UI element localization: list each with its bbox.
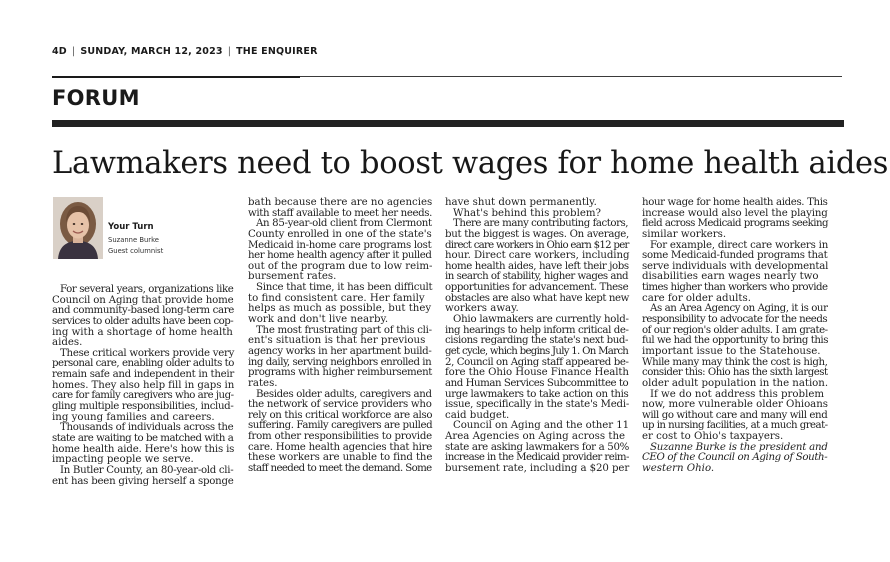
article-text-line: These critical workers provide very	[60, 347, 235, 359]
article-text-line: older adult population in the nation.	[642, 377, 829, 389]
article-text-line: Besides older adults, caregivers and	[256, 388, 432, 400]
article-text-line: staff needed to meet the demand. Some	[248, 463, 432, 475]
article-text-line: out of the program due to low reim-	[248, 260, 433, 272]
article-text-line: An 85-year-old client from Clermont	[256, 218, 432, 230]
article-text-line: care. Home health agencies that hire	[248, 441, 433, 453]
article-text-line: programs with higher reimbursement	[248, 367, 433, 379]
article-text-line: her home health agency after it pulled	[248, 250, 432, 262]
article-text-line: For example, direct care workers in	[650, 239, 829, 251]
article-text-line: Ohio lawmakers are currently hold-	[453, 314, 629, 326]
article-text-line: ent has been giving herself a sponge	[52, 475, 234, 487]
article-text-line: ing with a shortage of home health	[52, 326, 233, 338]
author-bio-line: western Ohio.	[642, 463, 715, 475]
article-text-line: As an Area Agency on Aging, it is our	[650, 303, 828, 315]
article-text-line: responsibility to advocate for the needs	[642, 314, 828, 326]
article-text-line: state are asking lawmakers for a 50%	[445, 441, 629, 453]
article-text-line: Council on Aging that provide home	[52, 294, 234, 306]
article-text-line: to find consistent care. Her family	[248, 292, 425, 304]
article-text-line: There are many contributing factors,	[453, 218, 629, 230]
article-text-line: urge lawmakers to take action on this	[445, 388, 629, 400]
article-text-line: agency works in her apartment build-	[248, 345, 432, 357]
article-text-line: er cost to Ohio's taxpayers.	[642, 431, 784, 443]
article-text-line: bath because there are no agencies	[248, 197, 433, 208]
article-text-line: personal care, enabling older adults to	[52, 358, 234, 370]
article-column-3	[445, 198, 629, 475]
article-text-line: Thousands of individuals across the	[60, 422, 234, 434]
article-text-line: work and don't live nearby.	[248, 314, 389, 326]
article-text-line: get cycle, which begins July 1. On March	[445, 345, 629, 357]
article-text-line: remain safe and independent in their	[52, 369, 234, 381]
article-text-line: and community-based long-term care	[52, 305, 234, 317]
article-text-line: times higher than workers who provide	[642, 282, 828, 294]
section-title: FORUM	[52, 86, 140, 110]
article-text-line: in search of stability, higher wages and	[445, 271, 629, 283]
article-text-line: ful we had the opportunity to bring this	[642, 335, 828, 347]
article-text-line: care for older adults.	[642, 292, 751, 304]
article-text-line: ent's situation is that her previous	[248, 335, 426, 347]
section-rule	[52, 120, 844, 127]
article-headline: Lawmakers need to boost wages for home health aides	[52, 146, 889, 181]
article-text-line: helps as much as possible, but they	[248, 303, 432, 315]
byline-kicker: Your Turn	[108, 222, 154, 232]
article-text-line: caid budget.	[445, 409, 510, 421]
article-text-line: What's behind this problem?	[453, 207, 601, 219]
publication-name: THE ENQUIRER	[236, 46, 318, 57]
article-text-line: important issue to the Statehouse.	[642, 345, 821, 357]
article-text-line: hour wage for home health aides. This	[642, 197, 828, 208]
article-text-line: Medicaid in-home care programs lost	[248, 239, 432, 251]
article-text-line: increase in the Medicaid provider reim-	[445, 452, 629, 464]
article-text-line: services to older adults have been cop-	[52, 315, 234, 327]
article-text-line: have shut down permanently.	[445, 197, 597, 208]
article-text-line: 2, Council on Aging staff appeared be-	[445, 356, 629, 368]
author-portrait-image	[53, 197, 103, 259]
page-number: 4D	[52, 46, 67, 57]
article-text-line: the network of service providers who	[248, 399, 432, 411]
article-text-line: Area Agencies on Aging across the	[445, 431, 626, 443]
article-text-line: opportunities for advancement. These	[445, 282, 629, 294]
article-text-line: Council on Aging and the other 11	[453, 420, 630, 432]
article-text-line: and Human Services Subcommittee to	[445, 377, 629, 389]
article-text-line: ing young families and careers.	[52, 411, 215, 423]
article-text-line: fore the Ohio House Finance Health	[445, 367, 629, 379]
article-text-line: these workers are unable to find the	[248, 452, 433, 464]
article-text-line: of our region's older adults. I am grate-	[642, 324, 828, 336]
article-text-line: disabilities earn wages nearly two	[642, 271, 819, 283]
article-text-line: impacting people we serve.	[52, 454, 194, 466]
byline-author: Suzanne Burke	[108, 236, 159, 244]
article-text-line: up in nursing facilities, at a much great-	[642, 420, 828, 432]
article-text-line: bursement rates.	[248, 271, 337, 283]
article-text-line: workers away.	[445, 303, 519, 315]
article-text-line: bursement rate, including a $20 per	[445, 463, 630, 475]
article-column-2	[248, 198, 432, 475]
article-text-line: increase would also level the playing	[642, 207, 828, 219]
article-text-line: some Medicaid-funded programs that	[642, 250, 828, 262]
article-text-line: from other responsibilities to provide	[248, 431, 432, 443]
article-text-line: issue, specifically in the state's Medi-	[445, 399, 630, 411]
author-photo	[53, 197, 103, 259]
article-text-line: serve individuals with developmental	[642, 260, 829, 272]
author-bio-line: Suzanne Burke is the president and	[650, 441, 828, 453]
article-text-line: aides.	[52, 337, 83, 349]
article-text-line: care for family caregivers who are jug-	[52, 390, 234, 402]
header-accent-rule	[52, 76, 300, 78]
article-text-line: For several years, organizations like	[60, 284, 234, 295]
article-text-line: home health aides, have left their jobs	[445, 260, 629, 272]
article-text-line: consider this: Ohio has the sixth largest	[642, 367, 828, 379]
article-text-line: The most frustrating part of this cli-	[256, 324, 432, 336]
article-text-line: County enrolled in one of the state's	[248, 228, 432, 240]
article-text-line: obstacles are also what have kept new	[445, 292, 629, 304]
article-text-line: ing daily, serving neighbors enrolled in	[248, 356, 432, 368]
article-text-line: Since that time, it has been difficult	[256, 282, 433, 294]
article-text-line: with staff available to meet her needs.	[248, 207, 433, 219]
article-text-line: cisions regarding the state's next bud-	[445, 335, 629, 347]
article-column-1	[52, 285, 234, 487]
article-text-line: field across Medicaid programs seeking	[642, 218, 828, 230]
article-text-line: In Butler County, an 80-year-old cli-	[60, 464, 234, 476]
article-text-line: gling multiple responsibilities, includ-	[52, 401, 234, 413]
article-text-line: hour. Direct care workers, including	[445, 250, 630, 262]
article-text-line: ing hearings to help inform critical de-	[445, 324, 629, 336]
article-text-line: now, more vulnerable older Ohioans	[642, 399, 828, 411]
article-text-line: homes. They also help fill in gaps in	[52, 379, 235, 391]
article-text-line: home health aide. Here's how this is	[52, 443, 235, 455]
page-folio: 4D | SUNDAY, MARCH 12, 2023 | THE ENQUIRER	[52, 46, 318, 57]
byline-role: Guest columnist	[108, 247, 164, 255]
article-text-line: but the biggest is wages. On average,	[445, 228, 629, 240]
author-bio-line: CEO of the Council on Aging of South-	[642, 452, 828, 464]
article-text-line: will go without care and many will end	[642, 409, 828, 421]
article-column-4	[642, 198, 828, 475]
article-text-line: rely on this critical workforce are also	[248, 409, 433, 421]
article-text-line: If we do not address this problem	[650, 388, 825, 400]
article-text-line: suffering. Family caregivers are pulled	[248, 420, 433, 432]
article-text-line: rates.	[248, 377, 278, 389]
article-text-line: similar workers.	[642, 228, 727, 240]
issue-date: SUNDAY, MARCH 12, 2023	[80, 46, 223, 57]
article-text-line: state are waiting to be matched with a	[52, 432, 234, 444]
article-text-line: While many may think the cost is high,	[642, 356, 828, 368]
article-text-line: direct care workers in Ohio earn $12 per	[445, 239, 629, 251]
